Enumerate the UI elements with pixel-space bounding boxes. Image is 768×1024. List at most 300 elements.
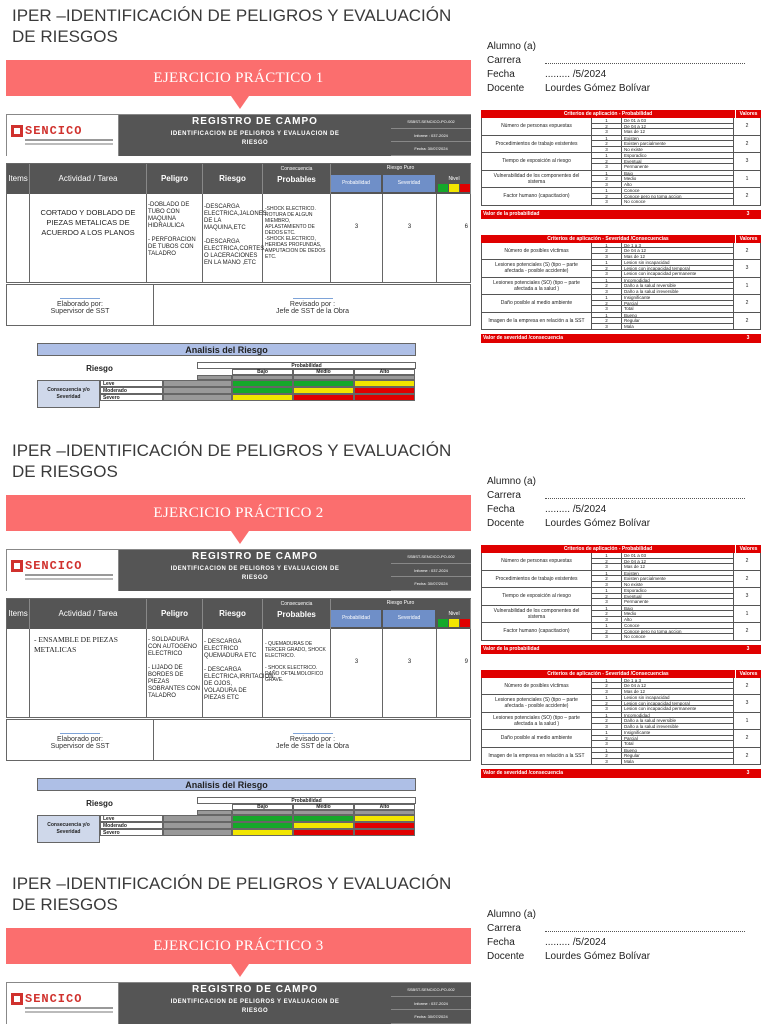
- student-fecha-row: [487, 68, 745, 82]
- criterio-label: Procedimientos de trabajo existentes: [482, 136, 592, 153]
- criterio-value: 2: [745, 682, 749, 689]
- criterio-label: Daño posible al medio ambiente: [482, 730, 592, 747]
- option-desc: No conoce: [622, 199, 734, 205]
- crit_sev-valores: Valores: [735, 235, 761, 243]
- option-desc: Conoce pero no toma accion: [622, 629, 734, 634]
- crit_prob-title: Criterios de aplicación - Probabilidad: [563, 111, 653, 117]
- option-desc: De 04 a 12: [622, 124, 734, 129]
- criterio-label: Número de personas expuestas: [482, 118, 592, 135]
- student-alumno-row: [487, 908, 745, 922]
- iper-section: [0, 868, 768, 1024]
- crit_sev-total: [481, 334, 761, 343]
- option-score: 3: [592, 564, 622, 570]
- option-score: 3: [592, 147, 622, 153]
- criterio-label: Número de posibles víctimas: [482, 678, 592, 695]
- student-carrera-blank: [545, 54, 745, 64]
- nivel-color-swatch: [460, 184, 470, 192]
- student-fecha-label: Fecha: [487, 937, 515, 948]
- option-score: 1: [592, 713, 622, 718]
- criterio-option: [592, 741, 734, 747]
- registro-header: [6, 114, 471, 156]
- student-fecha-row: [487, 936, 745, 950]
- option-score: 1: [592, 588, 622, 593]
- option-score: 2: [592, 176, 622, 181]
- col-header-riesgo: Riesgo: [203, 599, 263, 629]
- criterio-option: [592, 706, 734, 712]
- elaborado-block: [7, 720, 154, 760]
- option-desc: Mala: [622, 324, 734, 330]
- risk-matrix-cell: [293, 380, 354, 387]
- col-header-consecuencia: [263, 599, 331, 629]
- student-carrera-blank: [545, 489, 745, 499]
- criterio-value: 1: [745, 282, 749, 289]
- criterio-value: 2: [745, 193, 749, 200]
- option-desc: Bajo: [622, 606, 734, 611]
- criterio-group: [481, 678, 761, 696]
- logo-mark-icon: [11, 125, 23, 137]
- option-desc: No existe: [622, 147, 734, 153]
- option-desc: De 01 a 03: [622, 553, 734, 558]
- iper-table: [6, 163, 471, 283]
- option-score: 1: [592, 295, 622, 300]
- crit_prob-total: [481, 645, 761, 654]
- cell-consecuencia: -SHOCK ELECTRICO. ROTURA DE ALGUN MIEMBRO, APLASTAMIENTO DE DEDOS ETC. -SHOCK ELECTRICO, HERIDAS PROFUNDAS, AMPUTACION DE DEDOS ETC.: [263, 194, 331, 282]
- riesgo-puro-label: Riesgo Puro: [386, 600, 415, 606]
- option-desc: Daño a la salud irreversible: [622, 289, 734, 295]
- option-score: 3: [592, 741, 622, 747]
- option-desc: Permanente: [622, 599, 734, 605]
- option-desc: Parcial: [622, 301, 734, 306]
- criterio-option: [592, 324, 734, 330]
- option-desc: No existe: [622, 582, 734, 588]
- criterio-group: [481, 606, 761, 624]
- option-score: 3: [592, 164, 622, 170]
- col-header-consecuencia-label: Consecuencia: [280, 166, 313, 172]
- student-carrera-label: Carrera: [487, 55, 521, 66]
- option-desc: Mas de 12: [622, 564, 734, 570]
- option-score: 2: [592, 736, 622, 741]
- registro-fecha: Fecha: 30/07/2024: [391, 577, 471, 591]
- criterio-group: [481, 553, 761, 571]
- option-score: 1: [592, 260, 622, 265]
- crit_prob-header: [481, 545, 761, 553]
- option-score: 1: [592, 730, 622, 735]
- risk-matrix-cell: [232, 387, 293, 394]
- section-heading: IPER –IDENTIFICACIÓN DE PELIGROS Y EVALUACIÓN DE RIESGOS: [12, 874, 452, 914]
- crit_prob-total-value: 3: [746, 645, 750, 652]
- criterio-label: Lesiones potenciales (S) (tipo – parte afectada - posible accidente): [482, 260, 592, 277]
- criterio-group: [481, 313, 761, 331]
- criterio-value: 2: [745, 317, 749, 324]
- criterio-value: 2: [745, 575, 749, 582]
- cell-probabilidad: 3: [331, 629, 383, 717]
- risk-matrix-cell: [232, 815, 293, 822]
- logo-mark-icon: [11, 560, 23, 572]
- student-docente-label: Docente: [487, 83, 525, 94]
- option-desc: Incomodidad: [622, 278, 734, 283]
- option-score: 2: [592, 266, 622, 271]
- option-desc: Medio: [622, 611, 734, 616]
- cell-peligro: - SOLDADURA CON AUTOGENO ELECTRICO - LIJADO DE BORDES DE PIEZAS SOBRANTES CON TALADRO: [147, 629, 203, 717]
- criterio-group: [481, 623, 761, 641]
- severity-num: [163, 822, 232, 829]
- option-desc: De 04 a 12: [622, 683, 734, 688]
- revisado-label: Revisado por :: [289, 736, 336, 743]
- criterio-options: [592, 295, 734, 312]
- option-score: 3: [592, 254, 622, 260]
- option-score: 1: [592, 153, 622, 158]
- option-score: 1: [592, 313, 622, 318]
- criterio-options: [592, 553, 734, 570]
- student-docente-value: Lourdes Gómez Bolívar: [545, 951, 651, 962]
- option-score: 2: [592, 559, 622, 564]
- student-carrera-blank: [545, 922, 745, 932]
- criterio-option: [592, 289, 734, 295]
- student-carrera-row: [487, 489, 745, 503]
- option-score: 1: [592, 748, 622, 753]
- risk-matrix-cell: [232, 380, 293, 387]
- sencico-logo: [7, 550, 119, 591]
- option-score: 3: [592, 306, 622, 312]
- registro-informe: Informe : 037-2024: [391, 564, 471, 578]
- risk-matrix-cell: [232, 822, 293, 829]
- option-score: 3: [592, 324, 622, 330]
- level-medio: Medio: [293, 369, 354, 375]
- iper-table: [6, 598, 471, 718]
- criterio-option: [592, 564, 734, 570]
- registro-title-block: [119, 983, 391, 1024]
- criterio-options: [592, 313, 734, 330]
- exercise-banner: EJERCICIO PRÁCTICO 1: [6, 60, 471, 96]
- signature-revisado: [293, 722, 333, 734]
- crit_prob-valores: Valores: [735, 545, 761, 553]
- col-header-item: Items: [7, 599, 30, 629]
- col-header-actividad: Actividad / Tarea: [30, 599, 147, 629]
- registro-meta: [391, 983, 471, 1024]
- registro-subtitle: IDENTIFICACION DE PELIGROS Y EVALUACION DE RIESGO: [170, 131, 340, 146]
- crit_sev-title: Criterios de aplicación - Severidad /Consecuencias: [547, 235, 669, 242]
- criterio-group: [481, 695, 761, 713]
- col-header-actividad: Actividad / Tarea: [30, 164, 147, 194]
- nivel-color-swatch: [449, 619, 459, 627]
- option-desc: Alto: [622, 182, 734, 188]
- criterio-value: 2: [745, 735, 749, 742]
- option-desc: Lesion con incapacidad permanente: [622, 271, 734, 277]
- registro-meta: [391, 550, 471, 591]
- criterio-group: [481, 136, 761, 154]
- option-desc: Daño a la salud reversible: [622, 718, 734, 723]
- criterio-label: Daño posible al medio ambiente: [482, 295, 592, 312]
- nivel-color-swatch: [460, 619, 470, 627]
- option-score: 3: [592, 706, 622, 712]
- student-fecha-value: ......... /5/2024: [545, 69, 607, 80]
- criterio-value: 2: [745, 140, 749, 147]
- cell-nivel: 9: [464, 659, 468, 665]
- criterio-label: Tiempo de exposición al riesgo: [482, 153, 592, 170]
- analisis-riesgo: [37, 778, 417, 844]
- option-score: 2: [592, 683, 622, 688]
- option-desc: Mas de 12: [622, 689, 734, 695]
- criterio-group: [481, 188, 761, 206]
- supervisor-label: Supervisor de SST: [50, 743, 110, 750]
- criterio-group: [481, 713, 761, 731]
- option-desc: Lesion con incapacidad temporal: [622, 701, 734, 706]
- exercise-banner: EJERCICIO PRÁCTICO 3: [6, 928, 471, 964]
- severity-leve: Leve: [100, 380, 163, 387]
- option-score: 2: [592, 124, 622, 129]
- criterio-option: [592, 254, 734, 260]
- option-score: 3: [592, 617, 622, 623]
- signature-block: [6, 719, 471, 761]
- option-desc: Lesion sin incapacidad: [622, 260, 734, 265]
- option-score: 1: [592, 606, 622, 611]
- option-desc: Daño a la salud reversible: [622, 283, 734, 288]
- student-alumno-row: [487, 475, 745, 489]
- crit_sev-total-value: 3: [746, 770, 750, 776]
- severity-severo: Severo: [100, 394, 163, 401]
- criterios-panel: [481, 545, 761, 778]
- criterio-value: 3: [745, 593, 749, 600]
- student-fecha-row: [487, 503, 745, 517]
- option-score: 3: [592, 271, 622, 277]
- criterio-group: [481, 171, 761, 189]
- option-score: 1: [592, 243, 622, 248]
- criterio-value: 2: [745, 300, 749, 307]
- signature-elaborado: [60, 287, 100, 299]
- option-desc: Mas de 12: [622, 254, 734, 260]
- col-header-consecuencia: [263, 164, 331, 194]
- criterio-label: Lesiones potenciales (SO) (tipo – parte afectada a la salud ): [482, 278, 592, 295]
- severity-num: [163, 394, 232, 401]
- option-desc: Eventual: [622, 594, 734, 599]
- logo-text: SENCICO: [25, 992, 83, 1006]
- cell-consecuencia: - QUEMADURAS DE TERCER GRADO, SHOCK ELECTRICO. - SHOCK ELECTRICO. DAÑO OFTALMOLOFICO GRAVE.: [263, 629, 331, 717]
- option-desc: Bajo: [622, 171, 734, 176]
- student-carrera-label: Carrera: [487, 923, 521, 934]
- student-docente-value: Lourdes Gómez Bolívar: [545, 83, 651, 94]
- logo-stripes: [25, 1007, 113, 1009]
- criterio-options: [592, 606, 734, 623]
- option-score: 3: [592, 634, 622, 640]
- registro-fecha: Fecha: 30/07/2024: [391, 142, 471, 156]
- col-header-peligro: Peligro: [147, 164, 203, 194]
- option-score: 1: [592, 571, 622, 576]
- option-desc: Total: [622, 741, 734, 747]
- option-score: 3: [592, 289, 622, 295]
- nivel-label: Nivel: [448, 176, 460, 182]
- risk-matrix-cell: [293, 829, 354, 836]
- risk-matrix-cell: [354, 829, 415, 836]
- option-score: 3: [592, 599, 622, 605]
- option-desc: Mala: [622, 759, 734, 765]
- option-desc: Mas de 12: [622, 129, 734, 135]
- option-score: 2: [592, 301, 622, 306]
- crit_prob-total-label: Valor de la probabilidad: [483, 210, 540, 217]
- criterio-group: [481, 118, 761, 136]
- criterio-label: Tiempo de exposición al riesgo: [482, 588, 592, 605]
- severity-num: [163, 387, 232, 394]
- jefe-label: Jefe de SST de la Obra: [275, 743, 350, 750]
- option-score: 3: [592, 724, 622, 730]
- criterio-options: [592, 588, 734, 605]
- option-score: 3: [592, 759, 622, 765]
- sencico-logo: [7, 115, 119, 156]
- student-docente-label: Docente: [487, 951, 525, 962]
- criterio-label: Procedimientos de trabajo existentes: [482, 571, 592, 588]
- criterio-options: [592, 695, 734, 712]
- analisis-title: Analisis del Riesgo: [37, 778, 416, 791]
- riesgo-puro-label: Riesgo Puro: [386, 165, 415, 171]
- severity-num: [163, 380, 232, 387]
- option-desc: De 1 a 3: [622, 243, 734, 248]
- criterio-group: [481, 748, 761, 766]
- criterio-value: 2: [745, 752, 749, 759]
- criterio-label: Factor humano (capacitacion): [482, 623, 592, 640]
- crit_sev-total-label: Valor de severidad /consecuencia: [483, 770, 564, 776]
- option-desc: Conoce pero no toma accion: [622, 194, 734, 199]
- option-score: 1: [592, 678, 622, 683]
- cell-probabilidad: 3: [331, 194, 383, 282]
- supervisor-label: Supervisor de SST: [50, 308, 110, 315]
- criterio-options: [592, 260, 734, 277]
- option-desc: Lesion con incapacidad permanente: [622, 706, 734, 712]
- nivel-color-swatch: [438, 619, 448, 627]
- crit_prob-header: [481, 110, 761, 118]
- criterio-group: [481, 278, 761, 296]
- cell-item: [7, 194, 30, 282]
- registro-code: SSBST-SENCICO-PO-002: [391, 983, 471, 997]
- criterio-options: [592, 136, 734, 153]
- probabilidad-header: Probabilidad: [197, 362, 416, 369]
- option-score: 1: [592, 695, 622, 700]
- criterio-label: Número de posibles víctimas: [482, 243, 592, 260]
- col-header-probables-label: Probables: [277, 175, 316, 184]
- riesgo-label: Riesgo: [86, 364, 113, 373]
- criterio-value: 1: [745, 175, 749, 182]
- option-desc: Lesion con incapacidad temporal: [622, 266, 734, 271]
- logo-stripes: [25, 139, 113, 141]
- option-desc: De 04 a 12: [622, 559, 734, 564]
- option-desc: De 04 a 12: [622, 248, 734, 253]
- criterio-value: 2: [745, 558, 749, 565]
- elaborado-label: Elaborado por:: [57, 301, 103, 308]
- student-fecha-value: ......... /5/2024: [545, 504, 607, 515]
- option-score: 3: [592, 689, 622, 695]
- crit_prob-total-label: Valor de la probabilidad: [483, 645, 540, 652]
- probabilidad-subheader: Probabilidad: [331, 175, 381, 192]
- criterio-label: Vulnerabilidad de los componentes del sistema: [482, 171, 592, 188]
- student-info: [487, 40, 745, 96]
- option-score: 1: [592, 553, 622, 558]
- nivel-label: Nivel: [448, 611, 460, 617]
- registro-header: [6, 549, 471, 591]
- registro-informe: Informe : 037-2024: [391, 997, 471, 1011]
- option-score: 1: [592, 623, 622, 628]
- cell-nivel: 6: [464, 224, 468, 230]
- option-score: 2: [592, 576, 622, 581]
- criterios-panel: [481, 110, 761, 343]
- jefe-label: Jefe de SST de la Obra: [275, 308, 350, 315]
- consecuencia-severidad-label: Consecuencia y/o Severidad: [37, 380, 100, 408]
- criterio-value: 3: [745, 700, 749, 707]
- risk-matrix-cell: [354, 815, 415, 822]
- criterio-label: Imagen de la empresa en relación a la SST: [482, 313, 592, 330]
- student-fecha-value: ......... /5/2024: [545, 937, 607, 948]
- option-score: 2: [592, 753, 622, 758]
- crit_sev-table: [481, 235, 761, 344]
- down-arrow-icon: [231, 96, 249, 109]
- crit_prob-valores: Valores: [735, 110, 761, 118]
- option-desc: Medio: [622, 176, 734, 181]
- registro-title-block: [119, 550, 391, 591]
- criterio-option: [592, 582, 734, 588]
- revisado-label: Revisado por :: [289, 301, 336, 308]
- option-desc: Permanente: [622, 164, 734, 170]
- criterio-option: [592, 599, 734, 605]
- criterio-option: [592, 634, 734, 640]
- cell-severidad: 3: [383, 194, 437, 282]
- student-carrera-row: [487, 922, 745, 936]
- option-desc: Regular: [622, 318, 734, 323]
- severity-leve: Leve: [100, 815, 163, 822]
- col-header-riesgo-puro: [331, 599, 471, 629]
- option-desc: No conoce: [622, 634, 734, 640]
- col-header-consecuencia-label: Consecuencia: [280, 601, 313, 607]
- criterio-label: Vulnerabilidad de los componentes del sistema: [482, 606, 592, 623]
- option-desc: Bueno: [622, 748, 734, 753]
- registro-code: SSBST-SENCICO-PO-002: [391, 115, 471, 129]
- revisado-block: [154, 720, 471, 760]
- option-score: 2: [592, 194, 622, 199]
- criterio-option: [592, 164, 734, 170]
- option-desc: Regular: [622, 753, 734, 758]
- logo-text: SENCICO: [25, 124, 83, 138]
- criterio-option: [592, 182, 734, 188]
- down-arrow-icon: [231, 964, 249, 977]
- student-carrera-row: [487, 54, 745, 68]
- option-score: 1: [592, 278, 622, 283]
- probabilidad-subheader: Probabilidad: [331, 610, 381, 627]
- option-desc: Esporadico: [622, 153, 734, 158]
- crit_prob-title: Criterios de aplicación - Probabilidad: [563, 546, 653, 552]
- student-alumno-row: [487, 40, 745, 54]
- registro-title: REGISTRO DE CAMPO: [192, 116, 318, 127]
- criterio-options: [592, 171, 734, 188]
- criterio-option: [592, 129, 734, 135]
- option-desc: Conoce: [622, 623, 734, 628]
- elaborado-label: Elaborado por:: [57, 736, 103, 743]
- option-score: 2: [592, 248, 622, 253]
- risk-matrix-cell: [232, 394, 293, 401]
- student-fecha-label: Fecha: [487, 69, 515, 80]
- criterio-group: [481, 260, 761, 278]
- elaborado-block: [7, 285, 154, 325]
- criterio-options: [592, 153, 734, 170]
- criterio-value: 3: [745, 158, 749, 165]
- student-alumno-label: Alumno (a): [487, 41, 536, 52]
- registro-subtitle: IDENTIFICACION DE PELIGROS Y EVALUACION DE RIESGO: [170, 566, 340, 581]
- col-header-probables-label: Probables: [277, 610, 316, 619]
- criterio-label: Lesiones potenciales (S) (tipo – parte afectada - posible accidente): [482, 695, 592, 712]
- registro-title-block: [119, 115, 391, 156]
- crit_prob-total: [481, 210, 761, 219]
- crit_sev-total: [481, 769, 761, 778]
- crit_sev-header: [481, 670, 761, 678]
- student-carrera-label: Carrera: [487, 490, 521, 501]
- option-desc: Daño a la salud irreversible: [622, 724, 734, 730]
- risk-matrix-cell: [293, 394, 354, 401]
- option-desc: Esporadico: [622, 588, 734, 593]
